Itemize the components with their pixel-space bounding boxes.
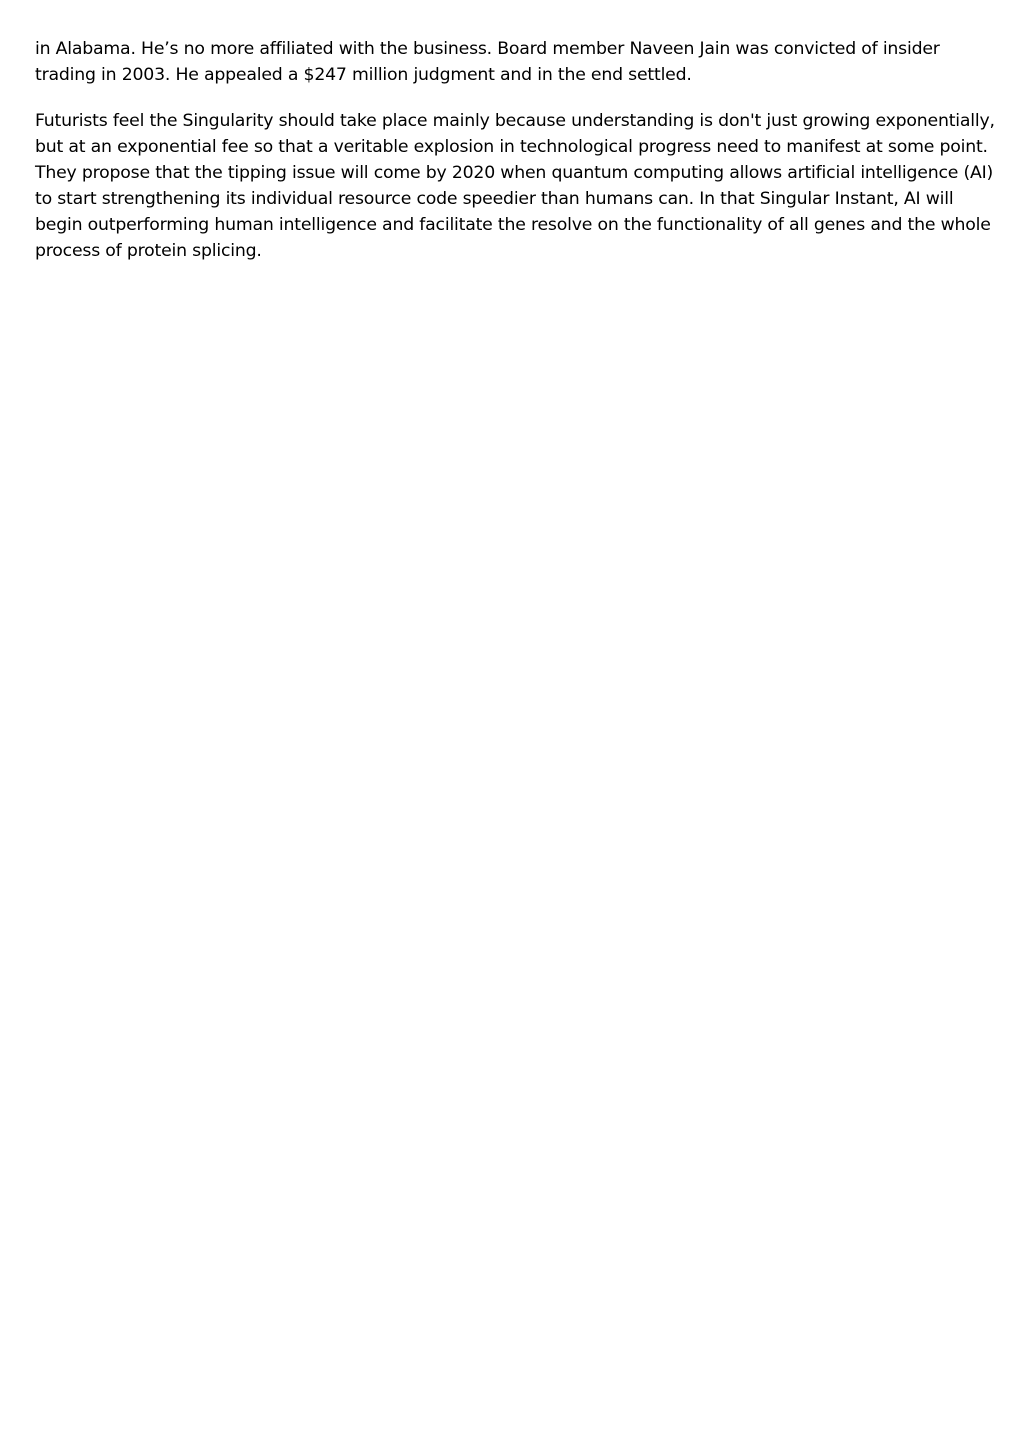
paragraph-2: Futurists feel the Singularity should take place mainly because understanding is don't just growing exponentially, but at an exponential fee so that a veritable explosion in technological progress need to manifest at some point. They propose that the tipping issue will come by 2020 when quantum computing allows artificial intelligence (AI) to start strengthening its individual resource code speedier than humans can. In that Singular Instant, AI will begin outperforming human intelligence and facilitate the resolve on the functionality of all genes and the whole process of protein splicing. bbox=[35, 111, 995, 261]
paragraph-1: in Alabama. He’s no more affiliated with the business. Board member Naveen Jain was convicted of insider trading in 2003. He appealed a $247 million judgment and in the end settled. bbox=[35, 39, 940, 85]
document-body bbox=[35, 36, 995, 284]
